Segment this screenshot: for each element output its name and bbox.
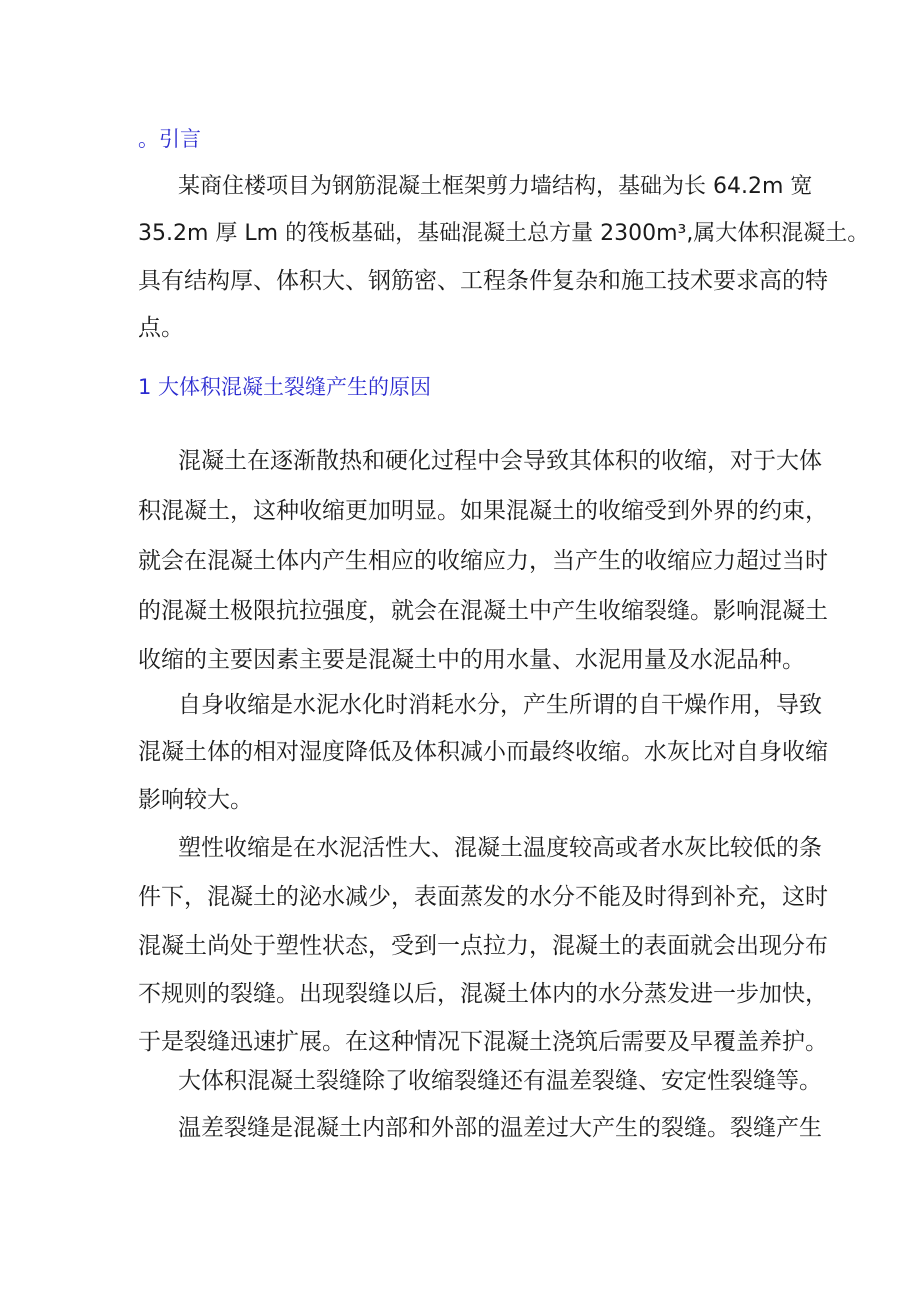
heading-section-1: 1 大体积混凝土裂缝产生的原因 xyxy=(138,375,432,399)
intro-line-2: 35.2m 厚 Lm 的筏板基础，基础混凝土总方量 2300m³,属大体积混凝土。 xyxy=(138,221,870,246)
shrink-line-4: 的混凝土极限抗拉强度，就会在混凝土中产生收缩裂缝。影响混凝土 xyxy=(138,598,828,624)
shrink-line-1: 混凝土在逐渐散热和硬化过程中会导致其体积的收缩，对于大体 xyxy=(178,448,822,474)
auto-line-3: 影响较大。 xyxy=(138,787,253,813)
plastic-line-2: 件下，混凝土的泌水减少，表面蒸发的水分不能及时得到补充，这时 xyxy=(138,884,828,910)
intro-line-1: 某商住楼项目为钢筋混凝土框架剪力墙结构，基础为长 64.2m 宽 xyxy=(178,174,813,199)
intro-line-3: 具有结构厚、体积大、钢筋密、工程条件复杂和施工技术要求高的特 xyxy=(138,268,828,294)
shrink-line-2: 积混凝土，这种收缩更加明显。如果混凝土的收缩受到外界的约束， xyxy=(138,498,828,524)
shrink-line-5: 收缩的主要因素主要是混凝土中的用水量、水泥用量及水泥品种。 xyxy=(138,647,805,673)
plastic-line-1: 塑性收缩是在水泥活性大、混凝土温度较高或者水灰比较低的条 xyxy=(178,835,822,861)
plastic-line-3: 混凝土尚处于塑性状态，受到一点拉力，混凝土的表面就会出现分布 xyxy=(138,933,828,959)
intro-line-4: 点。 xyxy=(138,315,184,341)
auto-line-1: 自身收缩是水泥水化时消耗水分，产生所谓的自干燥作用，导致 xyxy=(178,692,822,718)
plastic-line-4: 不规则的裂缝。出现裂缝以后，混凝土体内的水分蒸发进一步加快， xyxy=(138,981,828,1007)
auto-line-2: 混凝土体的相对湿度降低及体积减小而最终收缩。水灰比对自身收缩 xyxy=(138,739,828,765)
shrink-line-3: 就会在混凝土体内产生相应的收缩应力，当产生的收缩应力超过当时 xyxy=(138,548,828,574)
other-line-1: 大体积混凝土裂缝除了收缩裂缝还有温差裂缝、安定性裂缝等。 xyxy=(178,1068,822,1094)
temp-line-1: 温差裂缝是混凝土内部和外部的温差过大产生的裂缝。裂缝产生 xyxy=(178,1115,822,1141)
plastic-line-5: 于是裂缝迅速扩展。在这种情况下混凝土浇筑后需要及早覆盖养护。 xyxy=(138,1029,828,1055)
heading-intro: 。引言 xyxy=(138,127,201,151)
